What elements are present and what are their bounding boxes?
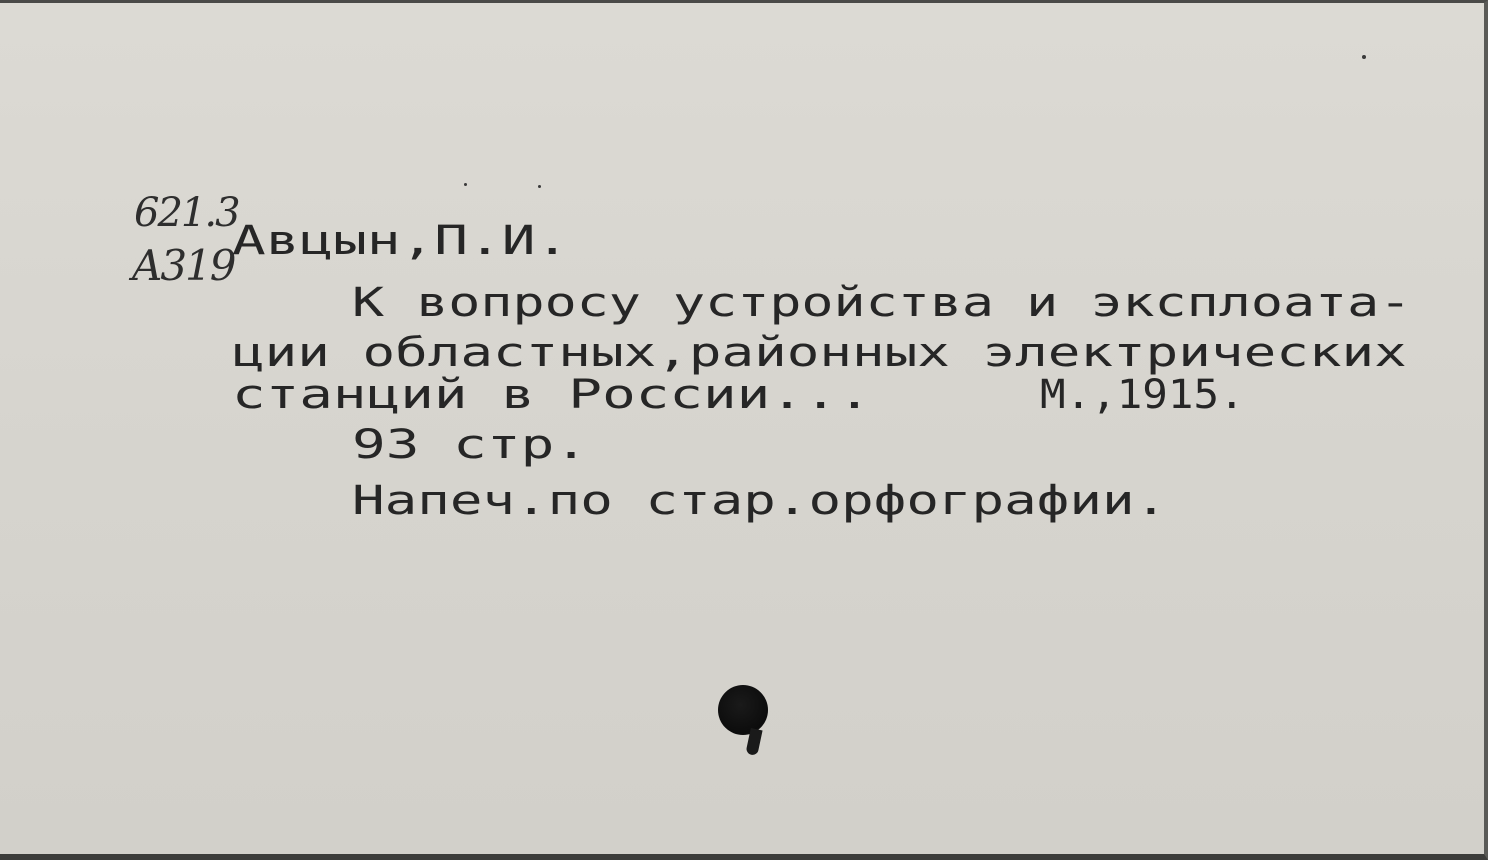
call-number-line1: 621.3 bbox=[134, 190, 239, 236]
author-line: Авцын,П.И. bbox=[232, 218, 570, 264]
speck bbox=[538, 185, 541, 188]
speck bbox=[1362, 55, 1366, 59]
imprint: М.,1915. bbox=[1040, 372, 1245, 418]
punch-hole bbox=[718, 685, 768, 735]
title-line-1: К вопросу устройства и эксплоата- bbox=[352, 280, 1412, 326]
call-number-line2: A319 bbox=[132, 241, 235, 290]
orthography-note: Напеч.по стар.орфографии. bbox=[352, 478, 1168, 524]
pages: 93 стр. bbox=[352, 422, 589, 468]
speck bbox=[464, 183, 467, 186]
title-line-2: ции областных,районных электрических bbox=[232, 330, 1407, 376]
title-line-3: станций в России... bbox=[232, 372, 872, 418]
